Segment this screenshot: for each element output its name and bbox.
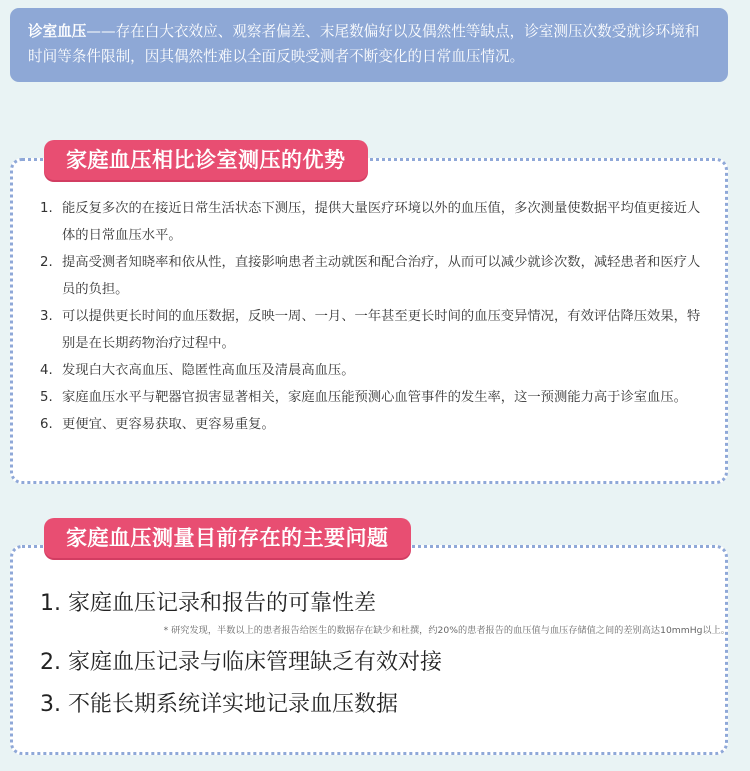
list-item: 5. 家庭血压水平与靶器官损害显著相关，家庭血压能预测心血管事件的发生率，这一预测能力高于诊室血压。 <box>40 390 687 405</box>
intro-text: ——存在白大衣效应、观察者偏差、末尾数偏好以及偶然性等缺点，诊室测压次数受就诊环境和时间等条件限制，因其偶然性难以全面反映受测者不断变化的日常血压情况。 <box>28 23 700 65</box>
list-item: 3. 可以提供更长时间的血压数据，反映一周、一月、一年甚至更长时间的血压变异情况，有效评估降压效果，特别是在长期药物治疗过程中。 <box>40 309 701 351</box>
intro-box <box>10 8 728 82</box>
advantages-title: 家庭血压相比诊室测压的优势 <box>44 140 368 180</box>
list-item: 4. 发现白大衣高血压、隐匿性高血压及清晨高血压。 <box>40 363 355 378</box>
intro-lead: 诊室血压 <box>28 23 87 40</box>
advantages-list <box>40 195 708 438</box>
problems-title: 家庭血压测量目前存在的主要问题 <box>44 518 411 558</box>
problems-list <box>40 588 730 721</box>
problem-item-3: 3. 不能长期系统详实地记录血压数据 <box>40 692 398 717</box>
list-item: 2. 提高受测者知晓率和依从性，直接影响患者主动就医和配合治疗，从而可以减少就诊次数，减轻患者和医疗人员的负担。 <box>40 255 701 297</box>
problem-item-2: 2. 家庭血压记录与临床管理缺乏有效对接 <box>40 650 442 675</box>
problem-note: * 研究发现，半数以上的患者报告给医生的数据存在缺少和杜撰，约20%的患者报告的血压值与血压存储值之间的差别高达10mmHg以上。 <box>163 625 730 636</box>
problem-item-1: 1. 家庭血压记录和报告的可靠性差 <box>40 591 376 616</box>
list-item: 6. 更便宜、更容易获取、更容易重复。 <box>40 417 275 432</box>
list-item: 1. 能反复多次的在接近日常生活状态下测压，提供大量医疗环境以外的血压值，多次测量使数据平均值更接近人体的日常血压水平。 <box>40 201 701 243</box>
